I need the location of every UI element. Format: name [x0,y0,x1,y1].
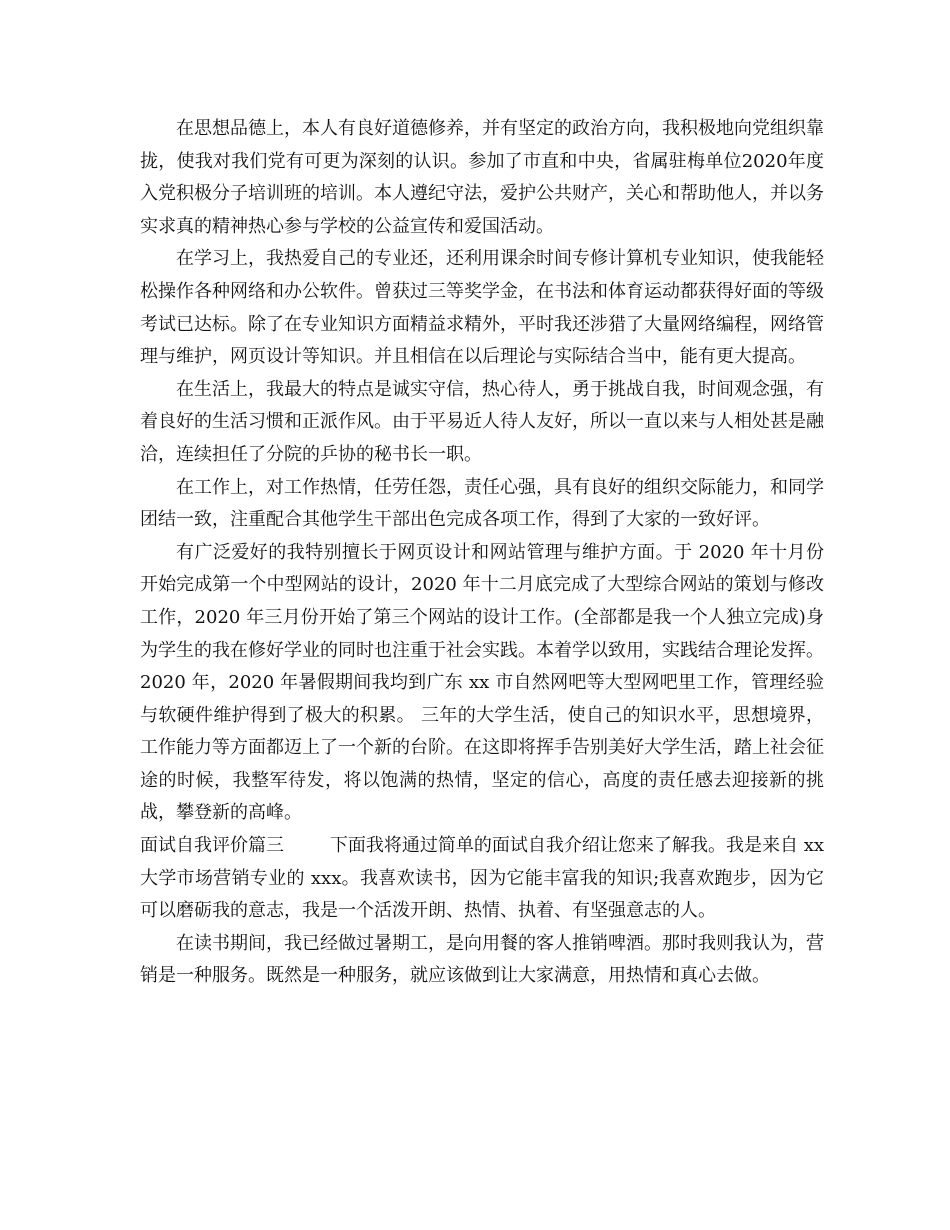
paragraph-study: 在学习上，我热爱自己的专业还，还利用课余时间专修计算机专业知识，使我能轻松操作各种网络和办公软件。曾获过三等奖学金，在书法和体育运动都获得好面的等级考试已达标。除了在专业知识方面精益求精外，平时我还涉猎了大量网络编程，网络管理与维护，网页设计等知识。并且相信在以后理论与实际结合当中，能有更大提高。 [140,248,824,368]
paragraph-life: 在生活上，我最大的特点是诚实守信，热心待人，勇于挑战自我，时间观念强，有着良好的生活习惯和正派作风。由于平易近人待人友好，所以一直以来与人相处甚是融洽，连续担任了分院的乒协的秘书长一职。 [140,378,824,465]
section-heading: 面试自我评价篇三 [140,835,285,857]
document-page [140,113,824,993]
paragraph-hobbies: 有广泛爱好的我特别擅长于网页设计和网站管理与维护方面。于 2020 年十月份开始完成第一个中型网站的设计，2020 年十二月底完成了大型综合网站的策划与修改工作，2020 年三月份开始了第三个网站的设计工作。(全部都是我一个人独立完成)身为学生的我在修好学业的同时也注重于社会实践。本着学以致用，实践结合理论发挥。2020 年，2020 年暑假期间我均到广东 xx 市自然网吧等大型网吧里工作，管理经验与软硬件维护得到了极大的积累。 三年的大学生活，使自己的知识水平，思想境界，工作能力等方面都迈上了一个新的台阶。在这即将挥手告别美好大学生活，踏上社会征途的时候，我整军待发，将以饱满的热情，坚定的信心，高度的责任感去迎接新的挑战，攀登新的高峰。 [140,541,824,824]
paragraph-work: 在工作上，对工作热情，任劳任怨，责任心强，具有良好的组织交际能力，和同学团结一致，注重配合其他学生干部出色完成各项工作，得到了大家的一致好评。 [140,476,824,531]
paragraph-moral-character: 在思想品德上，本人有良好道德修养，并有坚定的政治方向，我积极地向党组织靠拢，使我对我们党有可更为深刻的认识。参加了市直和中央，省属驻梅单位2020年度入党积极分子培训班的培训。本人遵纪守法，爱护公共财产，关心和帮助他人，并以务实求真的精神热心参与学校的公益宣传和爱国活动。 [140,118,824,237]
heading-gap [284,835,330,856]
section-intro: 下面我将通过简单的面试自我介绍让您来了解我。我是来自 xx 大学市场营销专业的 xxx。我喜欢读书，因为它能丰富我的知识;我喜欢跑步，因为它可以磨砺我的意志，我是一个活泼开朗、热情、执着、有坚强意志的人。 [140,835,824,922]
section-three [140,830,824,928]
paragraph-closing: 在读书期间，我已经做过暑期工，是向用餐的客人推销啤酒。那时我则我认为，营销是一种服务。既然是一种服务，就应该做到让大家满意，用热情和真心去做。 [140,932,824,987]
